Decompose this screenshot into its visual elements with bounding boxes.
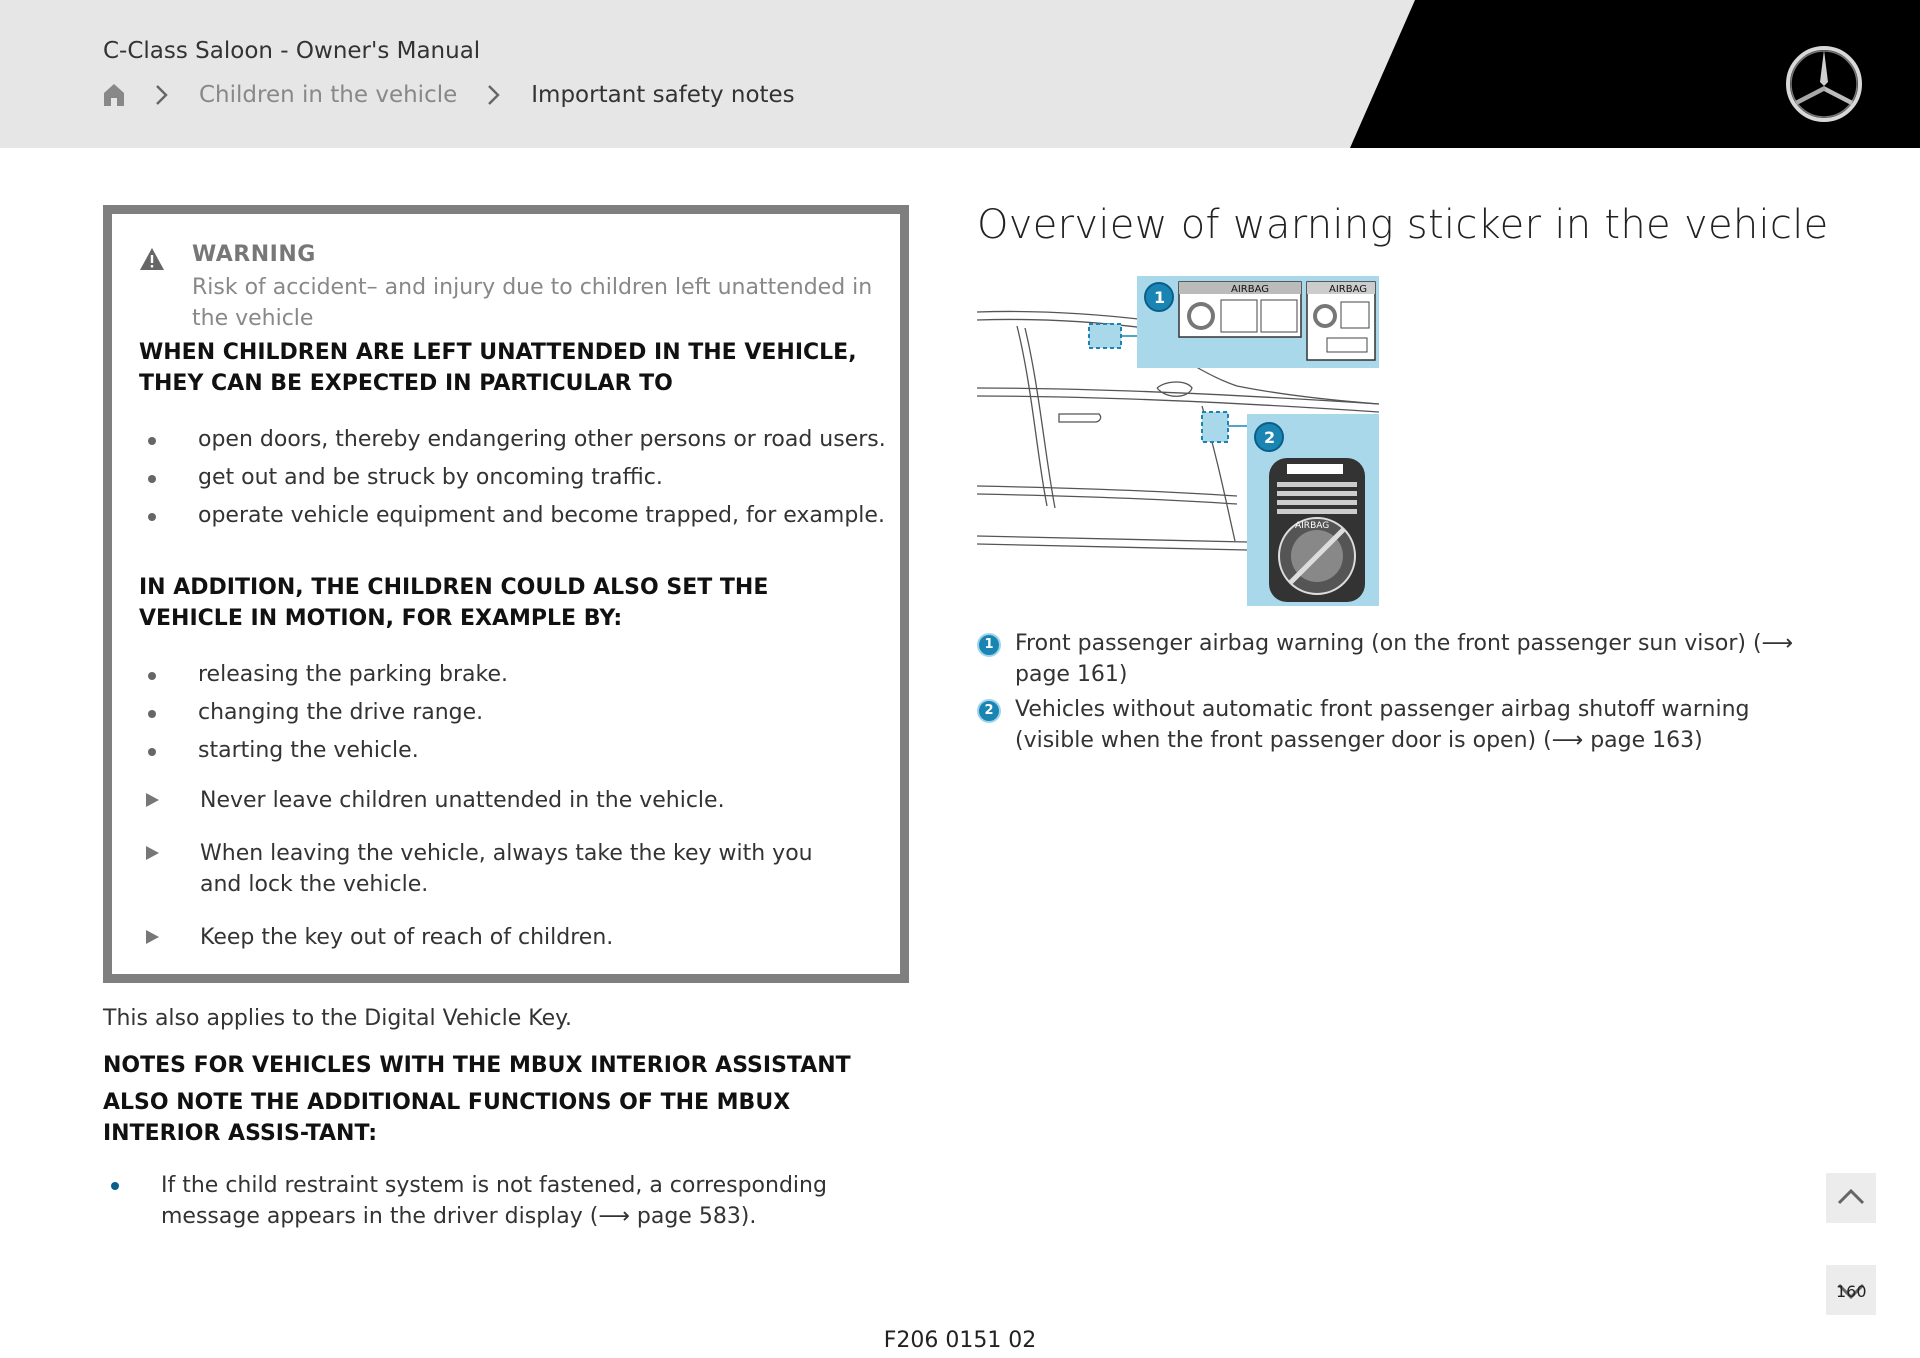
page-header bbox=[0, 0, 1920, 148]
overview-title: Overview of warning sticker in the vehicle bbox=[977, 202, 1829, 248]
warning-title: WARNING bbox=[192, 242, 316, 267]
sticker-label: AIRBAG bbox=[1231, 284, 1270, 295]
sunvisor-marker bbox=[1089, 324, 1121, 348]
callout-badge: 2 bbox=[977, 699, 1001, 723]
list-item-text: get out and be struck by oncoming traffic. bbox=[198, 465, 663, 490]
action-triangle-icon bbox=[146, 793, 159, 807]
action-triangle-icon bbox=[146, 930, 159, 944]
action-text: Never leave children unattended in the vehicle. bbox=[200, 788, 725, 813]
list-item-text: releasing the parking brake. bbox=[198, 662, 509, 687]
warning-heading-motion: IN ADDITION, THE CHILDREN COULD ALSO SET THE VEHICLE IN MOTION, FOR EXAMPLE BY: bbox=[139, 575, 769, 631]
callout-badge: 1 bbox=[977, 633, 1001, 657]
warning-heading-unattended: WHEN CHILDREN ARE LEFT UNATTENDED IN THE VEHICLE, THEY CAN BE EXPECTED IN PARTICULAR TO bbox=[139, 340, 857, 396]
action-item bbox=[139, 922, 879, 953]
callout-number: 2 bbox=[1264, 428, 1276, 447]
breadcrumb-current: Important safety notes bbox=[531, 82, 795, 108]
list-item bbox=[139, 501, 886, 539]
callout-number: 1 bbox=[1154, 288, 1166, 307]
legend-text: Front passenger airbag warning (on the front passenger sun visor) (⟶ page 161) bbox=[1015, 631, 1794, 687]
scroll-up-button[interactable] bbox=[1826, 1173, 1876, 1223]
sticker-label: AIRBAG bbox=[1329, 284, 1368, 295]
mbux-subheading: ALSO NOTE THE ADDITIONAL FUNCTIONS OF THE MBUX INTERIOR ASSIS-TANT: bbox=[103, 1090, 791, 1146]
list-item bbox=[139, 698, 508, 736]
bullet-dot bbox=[111, 1182, 119, 1190]
action-text: When leaving the vehicle, always take the key with you and lock the vehicle. bbox=[200, 841, 813, 897]
bullet-dot bbox=[148, 710, 156, 718]
list-item-text: starting the vehicle. bbox=[198, 738, 419, 763]
breadcrumb bbox=[103, 82, 795, 108]
warning-triangle-icon bbox=[139, 247, 165, 271]
action-text: Keep the key out of reach of children. bbox=[200, 925, 614, 950]
chevron-right-icon bbox=[153, 84, 171, 106]
bullet-dot bbox=[148, 475, 156, 483]
sticker-label: AIRBAG bbox=[1295, 521, 1330, 531]
mbux-heading: NOTES FOR VEHICLES WITH THE MBUX INTERIOR ASSISTANT bbox=[103, 1053, 851, 1078]
chevron-up-icon bbox=[1826, 1173, 1876, 1223]
warning-subtitle: Risk of accident– and injury due to children left unattended in the vehicle bbox=[192, 275, 873, 331]
action-item bbox=[139, 785, 879, 816]
mbux-item-text: If the child restraint system is not fastened, a corresponding message appears in the driver display (⟶ page 583). bbox=[161, 1173, 827, 1229]
list-item bbox=[139, 425, 886, 463]
list-item-text: operate vehicle equipment and become trapped, for example. bbox=[198, 503, 885, 528]
list-item bbox=[139, 736, 508, 774]
action-triangle-icon bbox=[146, 846, 159, 860]
unattended-risk-list bbox=[139, 425, 886, 539]
bullet-dot bbox=[148, 437, 156, 445]
motion-risk-list bbox=[139, 660, 508, 774]
mbux-list-item bbox=[103, 1170, 893, 1232]
bullet-dot bbox=[148, 513, 156, 521]
action-item bbox=[139, 838, 819, 900]
page-number: 160 bbox=[1836, 1282, 1867, 1301]
breadcrumb-section-link[interactable]: Children in the vehicle bbox=[199, 82, 458, 108]
digital-key-note: This also applies to the Digital Vehicle Key. bbox=[103, 1006, 573, 1031]
legend-item-2 bbox=[977, 694, 1777, 756]
warning-box bbox=[103, 205, 909, 983]
document-title: C-Class Saloon - Owner's Manual bbox=[103, 38, 481, 64]
list-item-text: changing the drive range. bbox=[198, 700, 484, 725]
legend-text: Vehicles without automatic front passenger airbag shutoff warning (visible when the front passenger door is open) (⟶ page 163) bbox=[1015, 697, 1750, 753]
footer-document-code: F206 0151 02 bbox=[883, 1328, 1037, 1353]
door-marker bbox=[1202, 412, 1228, 442]
mercedes-star-logo bbox=[1784, 44, 1864, 124]
list-item bbox=[139, 660, 508, 698]
bullet-dot bbox=[148, 748, 156, 756]
list-item-text: open doors, thereby endangering other persons or road users. bbox=[198, 427, 886, 452]
home-icon[interactable] bbox=[103, 83, 125, 107]
chevron-right-icon bbox=[485, 84, 503, 106]
legend-item-1 bbox=[977, 628, 1797, 690]
bullet-dot bbox=[148, 672, 156, 680]
list-item bbox=[139, 463, 886, 501]
warning-sticker-illustration bbox=[977, 276, 1379, 606]
